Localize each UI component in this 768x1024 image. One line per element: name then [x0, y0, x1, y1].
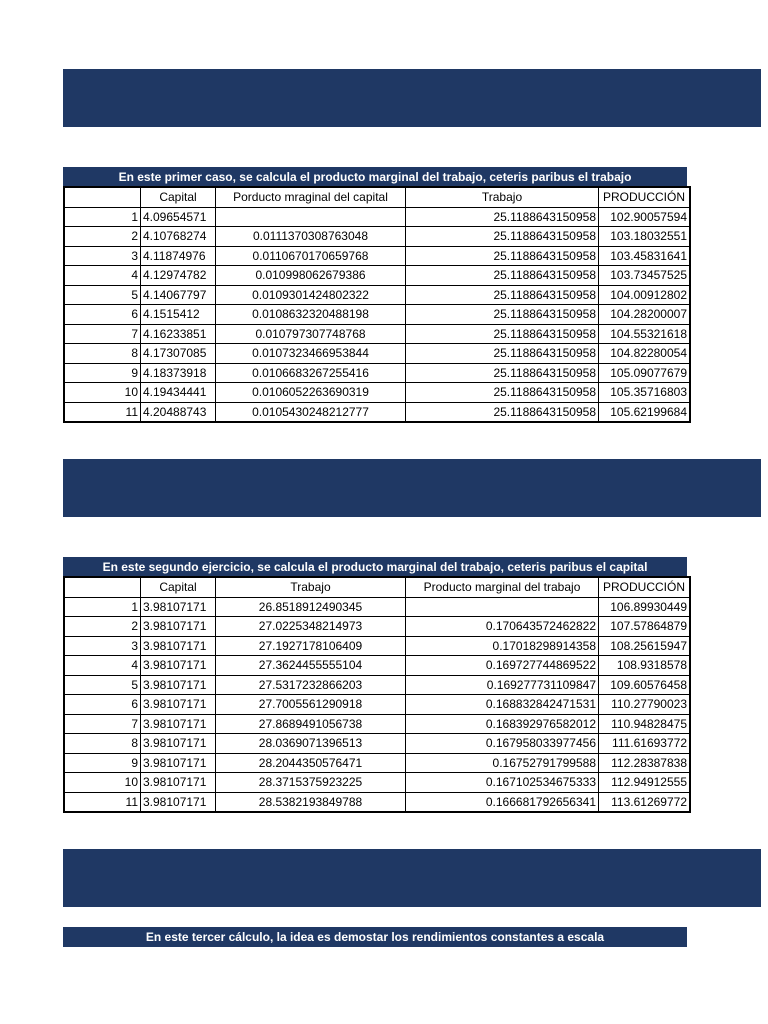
- table-cell: 4.10768274: [141, 227, 216, 247]
- table-row: [64, 656, 690, 676]
- table1: [63, 186, 691, 423]
- table-cell: 27.1927178106409: [216, 636, 406, 656]
- table-cell: 7: [64, 324, 141, 344]
- table-cell: 0.010998062679386: [216, 266, 406, 286]
- table-cell: 3.98107171: [141, 636, 216, 656]
- table-cell: 104.55321618: [599, 324, 691, 344]
- table-cell: 27.3624455555104: [216, 656, 406, 676]
- table-cell: 5: [64, 285, 141, 305]
- table-cell: 4.11874976: [141, 246, 216, 266]
- header-cell: Capital: [141, 187, 216, 207]
- table-row: [64, 285, 690, 305]
- table-cell: 27.5317232866203: [216, 675, 406, 695]
- table-cell: 11: [64, 792, 141, 812]
- table-cell: 0.168832842471531: [406, 695, 599, 715]
- header-cell: PRODUCCIÓN: [599, 187, 691, 207]
- table-row: [64, 383, 690, 403]
- header-cell: PRODUCCIÓN: [599, 577, 691, 597]
- section3-title: En este tercer cálculo, la idea es demostar los rendimientos constantes a escala: [63, 927, 687, 947]
- table-row: [64, 753, 690, 773]
- table-cell: 27.7005561290918: [216, 695, 406, 715]
- header-cell: Capital: [141, 577, 216, 597]
- table-cell: 112.94912555: [599, 773, 691, 793]
- table-cell: 25.1188643150958: [406, 363, 599, 383]
- table-cell: 9: [64, 753, 141, 773]
- table-cell: 3.98107171: [141, 773, 216, 793]
- table-cell: 0.16752791799588: [406, 753, 599, 773]
- table-cell: 102.90057594: [599, 207, 691, 227]
- table-cell: 10: [64, 773, 141, 793]
- table-row: [64, 695, 690, 715]
- table-cell: 4.16233851: [141, 324, 216, 344]
- table-cell: 25.1188643150958: [406, 305, 599, 325]
- table-row: [64, 636, 690, 656]
- table-cell: 0.17018298914358: [406, 636, 599, 656]
- table-cell: 103.45831641: [599, 246, 691, 266]
- table-cell: 3: [64, 636, 141, 656]
- table-cell: 4.20488743: [141, 402, 216, 422]
- table-cell: 1: [64, 597, 141, 617]
- header-cell: Producto marginal del trabajo: [406, 577, 599, 597]
- table-cell: 4.09654571: [141, 207, 216, 227]
- table-cell: 27.0225348214973: [216, 617, 406, 637]
- table-cell: 8: [64, 344, 141, 364]
- table-row: [64, 324, 690, 344]
- table-cell: 26.8518912490345: [216, 597, 406, 617]
- table-cell: 111.61693772: [599, 734, 691, 754]
- table-cell: 3.98107171: [141, 597, 216, 617]
- table-cell: 0.0107323466953844: [216, 344, 406, 364]
- table-cell: 3.98107171: [141, 792, 216, 812]
- table-cell: 3: [64, 246, 141, 266]
- table-row: [64, 246, 690, 266]
- table-cell: 107.57864879: [599, 617, 691, 637]
- table-cell: 0.0108632320488198: [216, 305, 406, 325]
- table-cell: 3.98107171: [141, 695, 216, 715]
- table-cell: 4.14067797: [141, 285, 216, 305]
- table1-title: En este primer caso, se calcula el producto marginal del trabajo, ceteris paribus el trabajo: [63, 167, 687, 187]
- table-cell: 0.0110670170659768: [216, 246, 406, 266]
- table-cell: 0.169277731109847: [406, 675, 599, 695]
- table-cell: 3.98107171: [141, 714, 216, 734]
- table-row: [64, 227, 690, 247]
- table-cell: [406, 597, 599, 617]
- table-cell: [216, 207, 406, 227]
- table-cell: 4: [64, 656, 141, 676]
- table-row: [64, 714, 690, 734]
- table-cell: 9: [64, 363, 141, 383]
- table-cell: 2: [64, 617, 141, 637]
- table-cell: 8: [64, 734, 141, 754]
- table-cell: 25.1188643150958: [406, 402, 599, 422]
- table-cell: 106.89930449: [599, 597, 691, 617]
- table-cell: 103.73457525: [599, 266, 691, 286]
- table-cell: 25.1188643150958: [406, 285, 599, 305]
- table2-title: En este segundo ejercicio, se calcula el producto marginal del trabajo, ceteris paribus el capital: [63, 557, 687, 577]
- table-row: [64, 734, 690, 754]
- table-cell: 28.3715375923225: [216, 773, 406, 793]
- table-cell: 0.0106052263690319: [216, 383, 406, 403]
- table-cell: 28.2044350576471: [216, 753, 406, 773]
- header-row: [64, 187, 690, 207]
- header-cell: Trabajo: [216, 577, 406, 597]
- table-cell: 0.0111370308763048: [216, 227, 406, 247]
- table-cell: 110.94828475: [599, 714, 691, 734]
- table-cell: 0.166681792656341: [406, 792, 599, 812]
- table-cell: 4.1515412: [141, 305, 216, 325]
- table-cell: 105.62199684: [599, 402, 691, 422]
- table-cell: 11: [64, 402, 141, 422]
- header-cell: [64, 187, 141, 207]
- header-cell: Trabajo: [406, 187, 599, 207]
- table-cell: 25.1188643150958: [406, 246, 599, 266]
- table-cell: 25.1188643150958: [406, 344, 599, 364]
- table-cell: 6: [64, 305, 141, 325]
- header-band-1: [63, 69, 761, 127]
- header-cell: [64, 577, 141, 597]
- table-row: [64, 792, 690, 812]
- table-cell: 4.12974782: [141, 266, 216, 286]
- table-cell: 104.00912802: [599, 285, 691, 305]
- table-cell: 105.09077679: [599, 363, 691, 383]
- table-cell: 0.170643572462822: [406, 617, 599, 637]
- table-cell: 103.18032551: [599, 227, 691, 247]
- table-cell: 25.1188643150958: [406, 227, 599, 247]
- table-cell: 5: [64, 675, 141, 695]
- table-cell: 27.8689491056738: [216, 714, 406, 734]
- table-cell: 28.5382193849788: [216, 792, 406, 812]
- table-cell: 1: [64, 207, 141, 227]
- table-row: [64, 207, 690, 227]
- header-row: [64, 577, 690, 597]
- table-cell: 7: [64, 714, 141, 734]
- table-cell: 25.1188643150958: [406, 266, 599, 286]
- table-row: [64, 266, 690, 286]
- table-cell: 4.19434441: [141, 383, 216, 403]
- table-row: [64, 617, 690, 637]
- table-cell: 25.1188643150958: [406, 383, 599, 403]
- header-band-2: [63, 459, 761, 517]
- table2: [63, 576, 691, 813]
- table-row: [64, 773, 690, 793]
- table-cell: 25.1188643150958: [406, 324, 599, 344]
- table-cell: 0.0106683267255416: [216, 363, 406, 383]
- table-cell: 113.61269772: [599, 792, 691, 812]
- table-row: [64, 363, 690, 383]
- table-cell: 4: [64, 266, 141, 286]
- header-cell: Porducto mraginal del capital: [216, 187, 406, 207]
- table-cell: 28.0369071396513: [216, 734, 406, 754]
- table-row: [64, 675, 690, 695]
- header-band-3: [63, 849, 761, 907]
- table-cell: 108.25615947: [599, 636, 691, 656]
- table-cell: 109.60576458: [599, 675, 691, 695]
- table-cell: 0.169727744869522: [406, 656, 599, 676]
- table-cell: 3.98107171: [141, 753, 216, 773]
- table-cell: 0.168392976582012: [406, 714, 599, 734]
- table-cell: 4.17307085: [141, 344, 216, 364]
- table-cell: 25.1188643150958: [406, 207, 599, 227]
- table-cell: 0.167958033977456: [406, 734, 599, 754]
- table-row: [64, 305, 690, 325]
- table-cell: 108.9318578: [599, 656, 691, 676]
- table-cell: 3.98107171: [141, 617, 216, 637]
- table-cell: 0.0105430248212777: [216, 402, 406, 422]
- table-cell: 6: [64, 695, 141, 715]
- table-row: [64, 402, 690, 422]
- table-cell: 3.98107171: [141, 734, 216, 754]
- table-cell: 112.28387838: [599, 753, 691, 773]
- table-cell: 0.167102534675333: [406, 773, 599, 793]
- table-cell: 110.27790023: [599, 695, 691, 715]
- table-row: [64, 597, 690, 617]
- table-cell: 3.98107171: [141, 675, 216, 695]
- table-cell: 10: [64, 383, 141, 403]
- table-row: [64, 344, 690, 364]
- table-cell: 105.35716803: [599, 383, 691, 403]
- table-cell: 2: [64, 227, 141, 247]
- table-cell: 104.28200007: [599, 305, 691, 325]
- table-cell: 104.82280054: [599, 344, 691, 364]
- table-cell: 3.98107171: [141, 656, 216, 676]
- table-cell: 0.010797307748768: [216, 324, 406, 344]
- table-cell: 4.18373918: [141, 363, 216, 383]
- table-cell: 0.0109301424802322: [216, 285, 406, 305]
